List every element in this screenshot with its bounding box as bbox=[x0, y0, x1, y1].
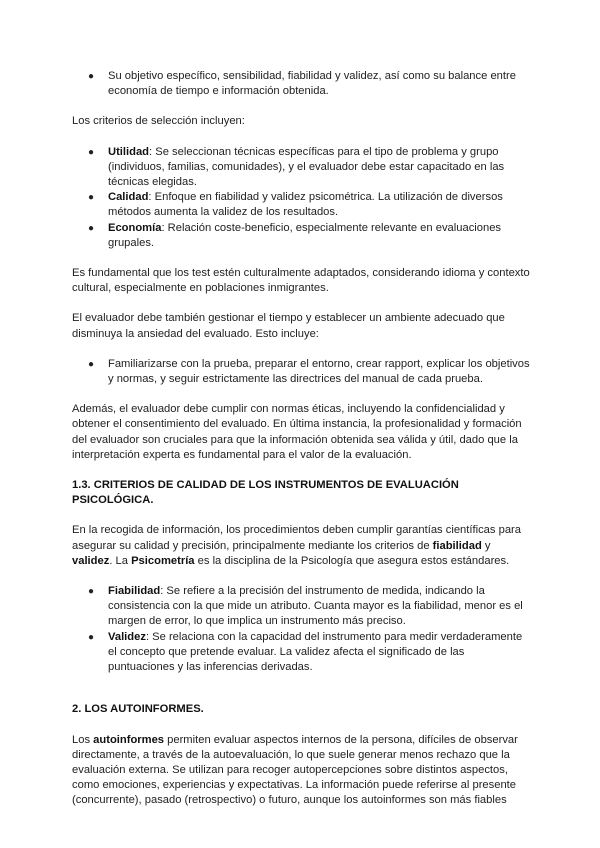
list-item bbox=[72, 145, 532, 191]
document-body bbox=[72, 69, 532, 809]
quality-term: Fiabilidad bbox=[108, 585, 161, 598]
criteria-text: : Enfoque en fiabilidad y validez psicométrica. La utilización de diversos métodos aumenta la validez de los resultados. bbox=[108, 191, 503, 219]
list-item bbox=[72, 584, 532, 630]
bullet-icon: ● bbox=[88, 222, 95, 234]
bullet-icon: ● bbox=[88, 631, 95, 643]
list-item bbox=[72, 69, 532, 99]
quality-bullet-list bbox=[72, 584, 532, 675]
quality-text: : Se refiere a la precisión del instrumento de medida, indicando la consistencia con la que mide un atributo. Cuanta mayor es la fiabilidad, menor es el margen de error, lo que implica un instrumento más preciso. bbox=[108, 585, 523, 628]
criteria-text: : Se seleccionan técnicas específicas para el tipo de problema y grupo (individuos, familias, comunidades), y el evaluador debe estar capacitado en las técnicas elegidas. bbox=[108, 145, 505, 189]
section-heading-1-3: 1.3. CRITERIOS DE CALIDAD DE LOS INSTRUMENTOS DE EVALUACIÓN PSICOLÓGICA. bbox=[72, 479, 459, 507]
list-item bbox=[72, 190, 532, 220]
paragraph-cultural: Es fundamental que los test estén culturalmente adaptados, considerando idioma y contexto cultural, especialmente en poblaciones inmigrantes. bbox=[72, 267, 530, 295]
paragraph-autoinformes: Los autoinformes permiten evaluar aspectos internos de la persona, difíciles de observar directamente, a través de la autoevaluación, lo que suele generar menos rechazo que la evaluación externa. Se utilizan para recoger autopercepciones sobre distintos aspectos, como emociones, experiencias y expectativas. La información puede referirse al presente (concurrente), pasado (retrospectivo) o futuro, aunque los autoinformes son más fiables bbox=[72, 733, 518, 807]
criteria-text: : Relación coste-beneficio, especialmente relevante en evaluaciones grupales. bbox=[108, 221, 502, 249]
paragraph-time: El evaluador debe también gestionar el tiempo y establecer un ambiente adecuado que disminuya la ansiedad del evaluado. Esto incluye: bbox=[72, 312, 505, 340]
criteria-term: Utilidad bbox=[108, 145, 150, 158]
bullet-icon: ● bbox=[88, 192, 95, 204]
intro-bullet-list bbox=[72, 69, 532, 99]
quality-term: Validez bbox=[108, 630, 146, 643]
list-item bbox=[72, 630, 532, 676]
term-validez: validez bbox=[72, 554, 110, 567]
quality-text: : Se relaciona con la capacidad del instrumento para medir verdaderamente el concepto que pretende evaluar. La validez afecta el significado de las puntuaciones y las inferencias derivadas. bbox=[108, 630, 523, 674]
criteria-term: Calidad bbox=[108, 191, 149, 204]
list-item bbox=[72, 357, 532, 387]
term-fiabilidad: fiabilidad bbox=[432, 539, 482, 552]
criteria-list bbox=[72, 145, 532, 251]
criteria-term: Economía bbox=[108, 221, 162, 234]
bullet-icon: ● bbox=[88, 71, 95, 82]
paragraph-ethics: Además, el evaluador debe cumplir con normas éticas, incluyendo la confidencialidad y obtener el consentimiento del evaluado. En última instancia, la profesionalidad y formación del evaluador son cruciales para que la información obtenida sea válida y útil, dado que la interpretación experta es fundamental para el valor de la evaluación. bbox=[72, 403, 522, 461]
criteria-intro: Los criterios de selección incluyen: bbox=[72, 115, 245, 128]
list-item-text: Familiarizarse con la prueba, preparar el entorno, crear rapport, explicar los objetivos y normas, y seguir estrictamente las directrices del manual de cada prueba. bbox=[108, 357, 530, 386]
bullet-icon: ● bbox=[88, 586, 95, 598]
list-item bbox=[72, 221, 532, 251]
bullet-icon: ● bbox=[88, 146, 95, 158]
bullet-icon: ● bbox=[88, 358, 95, 370]
time-bullet-list bbox=[72, 357, 532, 387]
term-autoinformes: autoinformes bbox=[93, 733, 165, 746]
list-item-text: Su objetivo específico, sensibilidad, fiabilidad y validez, así como su balance entre economía de tiempo e información obtenida. bbox=[108, 70, 516, 98]
paragraph-quality: En la recogida de información, los procedimientos deben cumplir garantías científicas para asegurar su calidad y precisión, principalmente mediante los criterios de fiabilidad y validez. La Psicometría es la disciplina de la Psicología que asegura estos estándares. bbox=[72, 524, 521, 567]
section-heading-2: 2. LOS AUTOINFORMES. bbox=[72, 703, 204, 716]
term-psicometria: Psicometría bbox=[131, 554, 195, 567]
